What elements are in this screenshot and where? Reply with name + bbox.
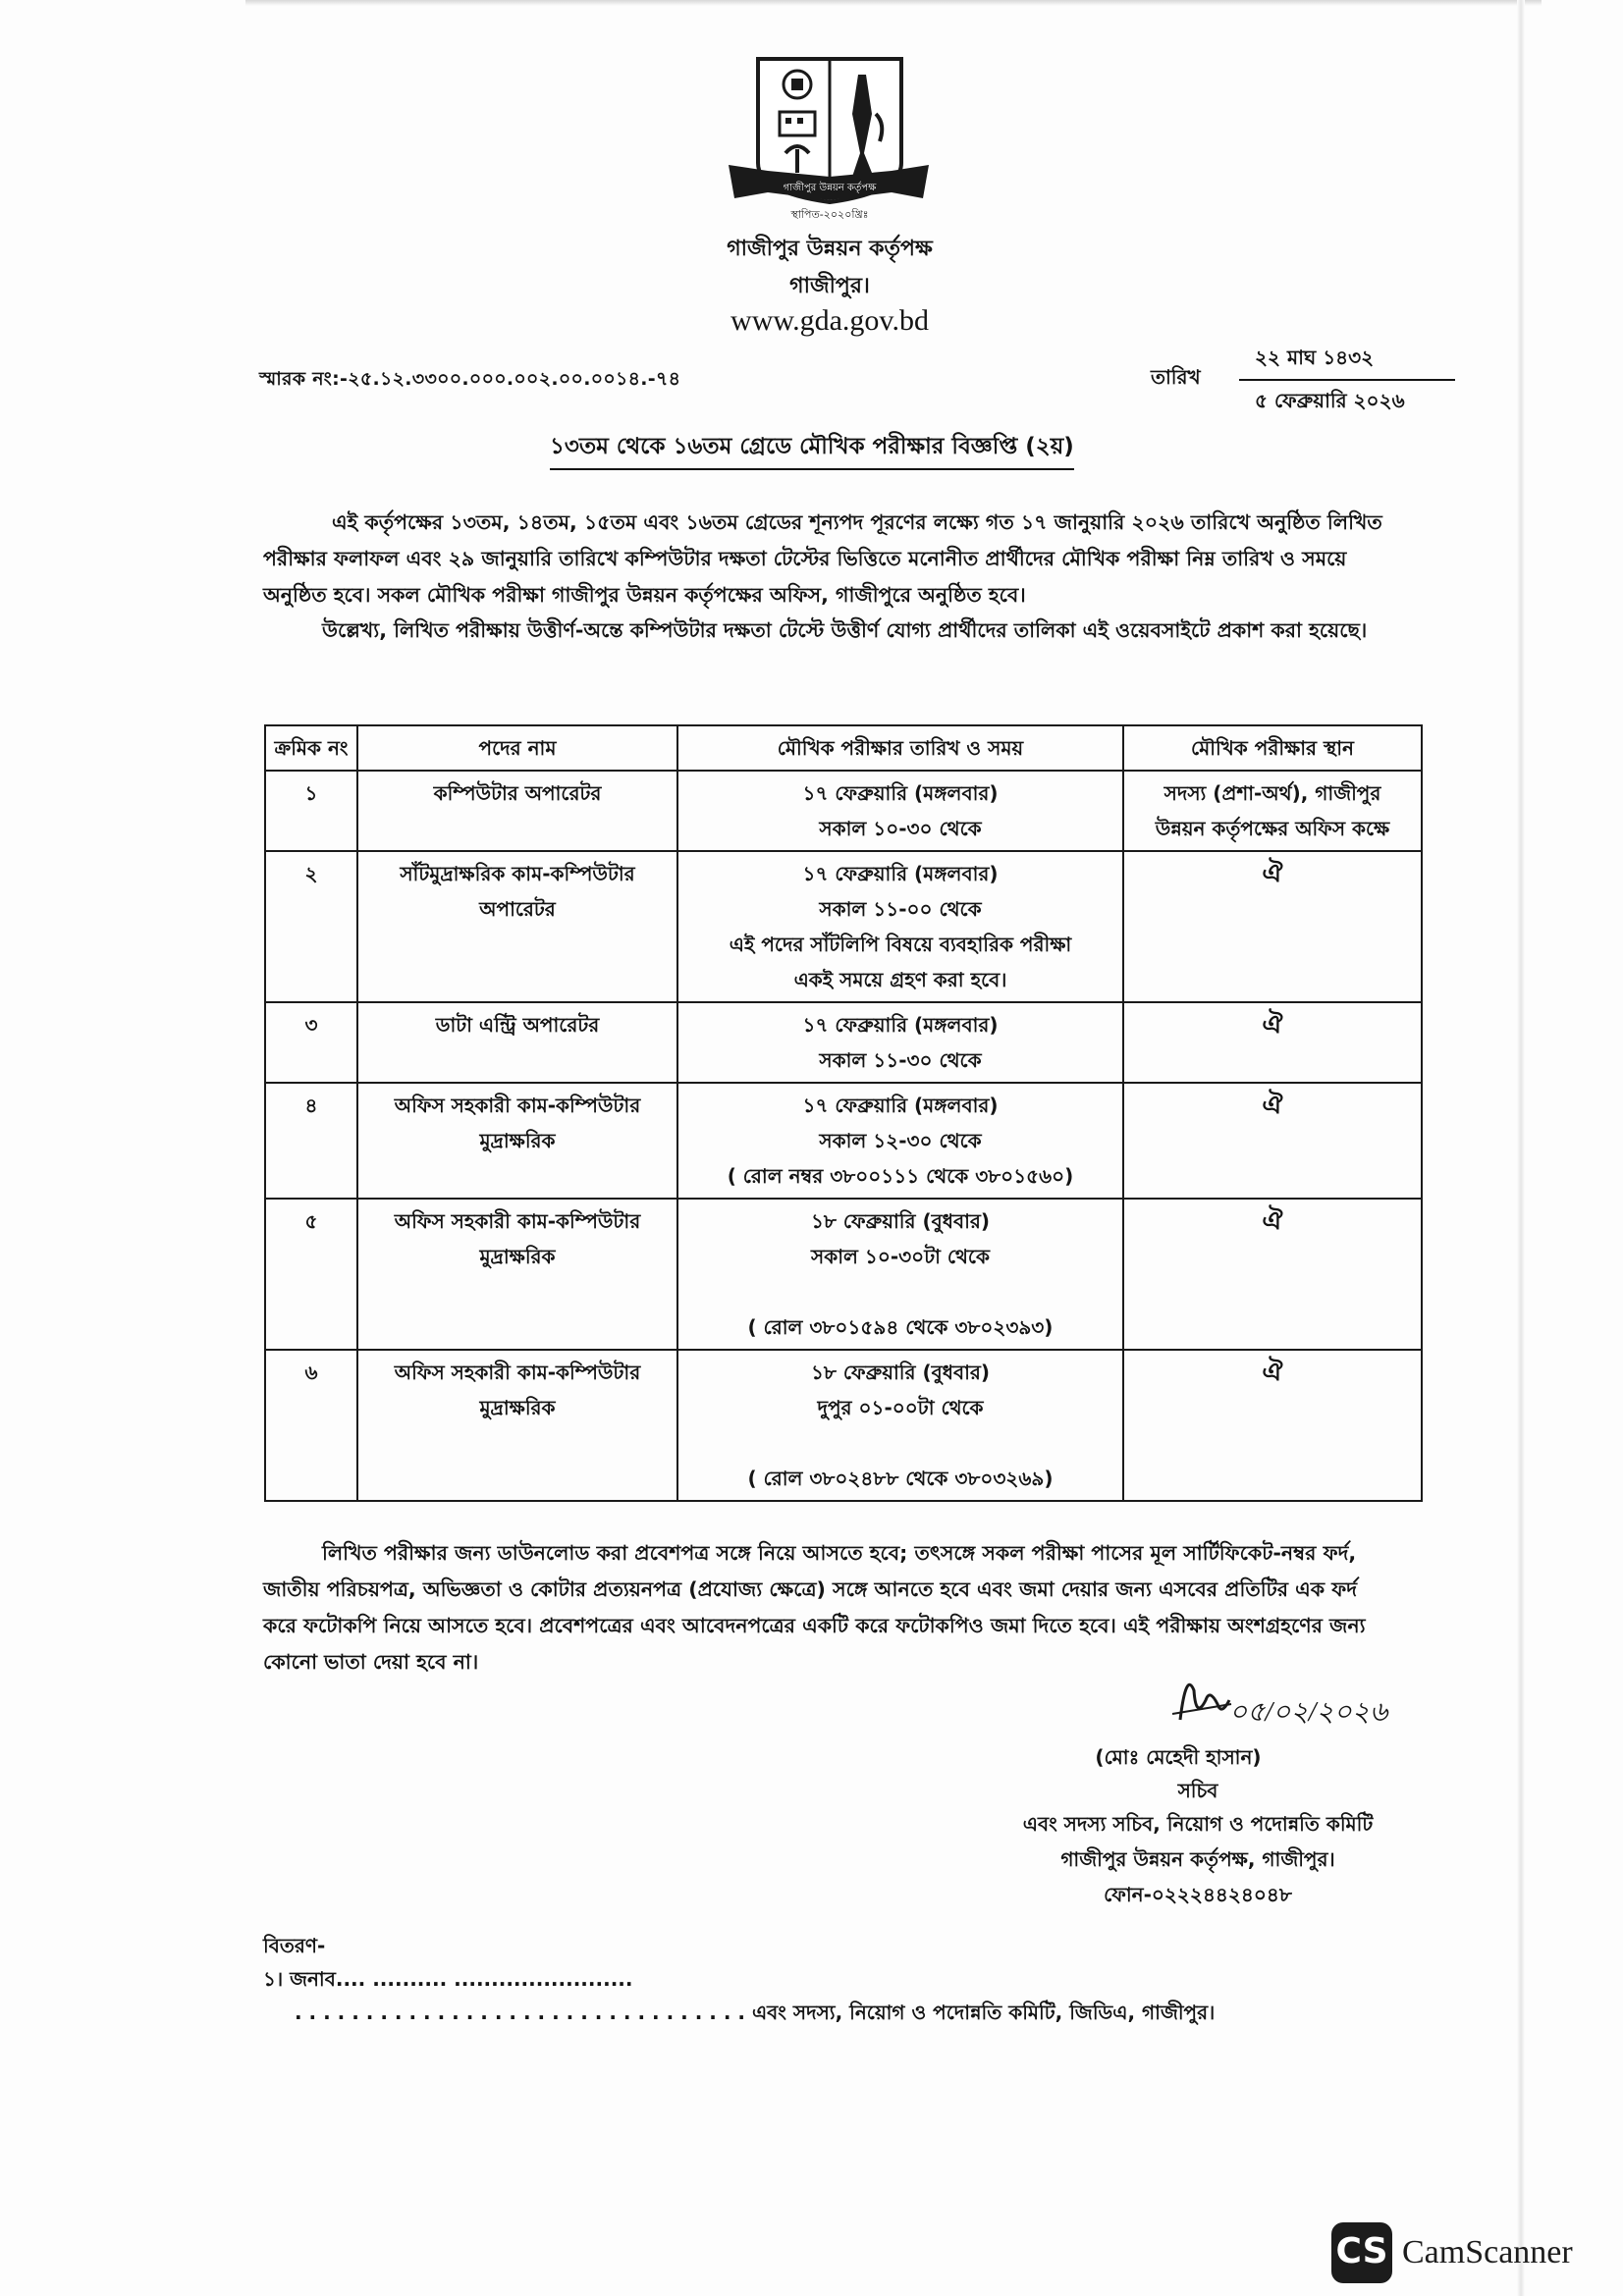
row-post [357, 851, 677, 1002]
signatory-phone: ফোন-০২২২৪৪২৪০৪৮ [1104, 1883, 1292, 1906]
row-serial: ৩ [265, 1002, 357, 1083]
table-header-row [265, 725, 1422, 771]
note-paragraph: উল্লেখ্য, লিখিত পরীক্ষায় উত্তীর্ণ-অন্তে কম্পিউটার দক্ষতা টেস্টে উত্তীর্ণ যোগ্য প্রার্থীদের তালিকা এই ওয়েবসাইটে প্রকাশ করা হয়েছে। [322, 618, 1368, 642]
org-name: গাজীপুর উন্নয়ন কর্তৃপক্ষ [727, 237, 933, 261]
logo-year-text: স্থাপিত-২০২০খ্রিঃ [790, 208, 869, 221]
signatory-designation: সচিব [1177, 1779, 1218, 1802]
org-website: www.gda.gov.bd [730, 304, 929, 337]
signature-date: ০৫/০২/২০২৬ [1229, 1697, 1388, 1728]
exam-time: দুপুর ০১-০০টা থেকে [817, 1396, 984, 1419]
ditto-mark: ঐ [1262, 1010, 1283, 1040]
roll-range: ( রোল ৩৮০২৪৮৮ থেকে ৩৮০৩২৬৯) [747, 1467, 1054, 1490]
row-post [357, 771, 677, 851]
row-datetime [677, 1199, 1123, 1350]
blank-line [684, 1425, 1116, 1461]
post-line: অফিস সহকারী কাম-কম্পিউটার [394, 1209, 641, 1233]
row-serial: ১ [265, 771, 357, 851]
row-post [357, 1199, 677, 1350]
gda-logo-emblem [729, 55, 929, 228]
header-datetime: মৌখিক পরীক্ষার তারিখ ও সময় [677, 725, 1123, 771]
row-serial: ৬ [265, 1350, 357, 1501]
scan-top-edge [245, 0, 1542, 6]
row-venue [1123, 1002, 1422, 1083]
post-line: মুদ্রাক্ষরিক [479, 1396, 556, 1419]
post-line: কম্পিউটার অপারেটর [433, 781, 602, 805]
row-post [357, 1083, 677, 1199]
logo-ribbon-text: গাজীপুর উন্নয়ন কর্তৃপক্ষ [783, 183, 877, 193]
viva-schedule-table [264, 724, 1423, 1502]
header-post: পদের নাম [357, 725, 677, 771]
exam-date: ১৭ ফেব্রুয়ারি (মঙ্গলবার) [802, 1094, 999, 1117]
row-datetime [677, 1083, 1123, 1199]
row-datetime [677, 771, 1123, 851]
signatory-name: (মোঃ মেহেদী হাসান) [1095, 1745, 1262, 1769]
blank-line [684, 1274, 1116, 1309]
instructions-paragraph: লিখিত পরীক্ষার জন্য ডাউনলোড করা প্রবেশপত্র সঙ্গে নিয়ে আসতে হবে; তৎসঙ্গে সকল পরীক্ষা পাসের মূল সার্টিফিকেট-নম্বর ফর্দ, জাতীয় পরিচয়পত্র, অভিজ্ঞতা ও কোটার প্রত্যয়নপত্র (প্রযোজ্য ক্ষেত্রে) সঙ্গে আনতে হবে এবং জমা দেয়ার জন্য এসবের প্রতিটির এক ফর্দ করে ফটোকপি নিয়ে আসতে হবে। প্রবেশপত্রের এবং আবেদনপত্রের একটি করে ফটোকপিও জমা দিতে হবে। এই পরীক্ষায় অংশগ্রহণের জন্য কোনো ভাতা দেয়া হবে না। [263, 1541, 1366, 1674]
notice-title: ১৩তম থেকে ১৬তম গ্রেডে মৌখিক পরীক্ষার বিজ্ঞপ্তি (২য়) [550, 428, 1074, 470]
camscanner-logo-icon: CS [1331, 2222, 1392, 2283]
exam-date: ১৭ ফেব্রুয়ারি (মঙ্গলবার) [802, 862, 999, 885]
date-label: তারিখ [1151, 365, 1201, 389]
ditto-mark: ঐ [1262, 1358, 1283, 1387]
post-line: সাঁটমুদ্রাক্ষরিক কাম-কম্পিউটার [400, 862, 635, 885]
post-line: অফিস সহকারী কাম-কম্পিউটার [394, 1094, 641, 1117]
exam-date: ১৭ ফেব্রুয়ারি (মঙ্গলবার) [802, 781, 999, 805]
camscanner-watermark: CamScanner [1402, 2234, 1573, 2270]
row-serial: ৫ [265, 1199, 357, 1350]
table-row [265, 1083, 1422, 1199]
roll-range: ( রোল ৩৮০১৫৯৪ থেকে ৩৮০২৩৯৩) [747, 1315, 1054, 1339]
post-line: ডাটা এন্ট্রি অপারেটর [435, 1013, 600, 1037]
exam-remark: এই পদের সাঁটলিপি বিষয়ে ব্যবহারিক পরীক্ষা [729, 933, 1072, 956]
exam-time: সকাল ১১-০০ থেকে [819, 897, 982, 921]
exam-time: সকাল ১১-৩০ থেকে [819, 1048, 982, 1072]
date-english: ৫ ফেব্রুয়ারি ২০২৬ [1255, 389, 1405, 412]
exam-remark: একই সময়ে গ্রহণ করা হবে। [793, 968, 1007, 991]
row-venue [1123, 851, 1422, 1002]
table-row [265, 1199, 1422, 1350]
exam-time: সকাল ১০-৩০টা থেকে [811, 1245, 990, 1268]
table-row [265, 1350, 1422, 1501]
date-divider [1239, 379, 1455, 381]
exam-time: সকাল ১২-৩০ থেকে [819, 1129, 982, 1152]
row-serial: ২ [265, 851, 357, 1002]
exam-date: ১৮ ফেব্রুয়ারি (বুধবার) [810, 1361, 991, 1384]
header-serial: ক্রমিক নং [265, 725, 357, 771]
ditto-mark: ঐ [1262, 1206, 1283, 1236]
signatory-office: গাজীপুর উন্নয়ন কর্তৃপক্ষ, গাজীপুর। [1060, 1847, 1335, 1871]
row-datetime [677, 1002, 1123, 1083]
scan-fold-line [1517, 0, 1525, 2296]
header-venue: মৌখিক পরীক্ষার স্থান [1123, 725, 1422, 771]
org-city: গাজীপুর। [789, 274, 870, 298]
post-line: অপারেটর [479, 897, 556, 921]
exam-time: সকাল ১০-৩০ থেকে [819, 817, 982, 840]
exam-date: ১৭ ফেব্রুয়ারি (মঙ্গলবার) [802, 1013, 999, 1037]
row-datetime [677, 851, 1123, 1002]
signatory-committee: এবং সদস্য সচিব, নিয়োগ ও পদোন্নতি কমিটি [1022, 1812, 1374, 1836]
ditto-mark: ঐ [1262, 1091, 1283, 1120]
post-line: মুদ্রাক্ষরিক [479, 1129, 556, 1152]
row-post [357, 1002, 677, 1083]
venue-line: উন্নয়ন কর্তৃপক্ষের অফিস কক্ষে [1155, 817, 1390, 840]
distribution-item: ১। জনাব.... .......... ........................ [263, 1967, 633, 1991]
intro-paragraph: এই কর্তৃপক্ষের ১৩তম, ১৪তম, ১৫তম এবং ১৬তম গ্রেডের শূন্যপদ পূরণের লক্ষ্যে গত ১৭ জানুয়ারি ২০২৬ তারিখে অনুষ্ঠিত লিখিত পরীক্ষার ফলাফল এবং ২৯ জানুয়ারি তারিখে কম্পিউটার দক্ষতা টেস্টের ভিত্তিতে মনোনীত প্রার্থীদের মৌখিক পরীক্ষা নিম্ন তারিখ ও সময়ে অনুষ্ঠিত হবে। সকল মৌখিক পরীক্ষা গাজীপুর উন্নয়ন কর্তৃপক্ষের অফিস, গাজীপুরে অনুষ্ঠিত হবে। [263, 510, 1382, 607]
exam-date: ১৮ ফেব্রুয়ারি (বুধবার) [810, 1209, 991, 1233]
date-bangla: ২২ মাঘ ১৪৩২ [1255, 346, 1375, 369]
row-post [357, 1350, 677, 1501]
post-line: অফিস সহকারী কাম-কম্পিউটার [394, 1361, 641, 1384]
row-venue [1123, 771, 1422, 851]
table-row [265, 1002, 1422, 1083]
row-venue [1123, 1350, 1422, 1501]
row-venue [1123, 1199, 1422, 1350]
roll-range: ( রোল নম্বর ৩৮০০১১১ থেকে ৩৮০১৫৬০) [727, 1164, 1074, 1188]
venue-line: সদস্য (প্রশা-অর্থ), গাজীপুর [1163, 781, 1381, 805]
row-venue [1123, 1083, 1422, 1199]
table-row [265, 771, 1422, 851]
distribution-heading: বিতরণ- [263, 1934, 326, 1957]
row-datetime [677, 1350, 1123, 1501]
post-line: মুদ্রাক্ষরিক [479, 1245, 556, 1268]
row-serial: ৪ [265, 1083, 357, 1199]
distribution-item: . . . . . . . . . . . . . . . . . . . . . . . . . . . . . . . . এবং সদস্য, নিয়োগ ও পদোন্নতি কমিটি, জিডিএ, গাজীপুর। [295, 2001, 1216, 2024]
ditto-mark: ঐ [1262, 859, 1283, 888]
table-row [265, 851, 1422, 1002]
memo-reference: স্মারক নং:-২৫.১২.৩৩০০.০০০.০০২.০০.০০১৪.-৭৪ [259, 368, 681, 390]
